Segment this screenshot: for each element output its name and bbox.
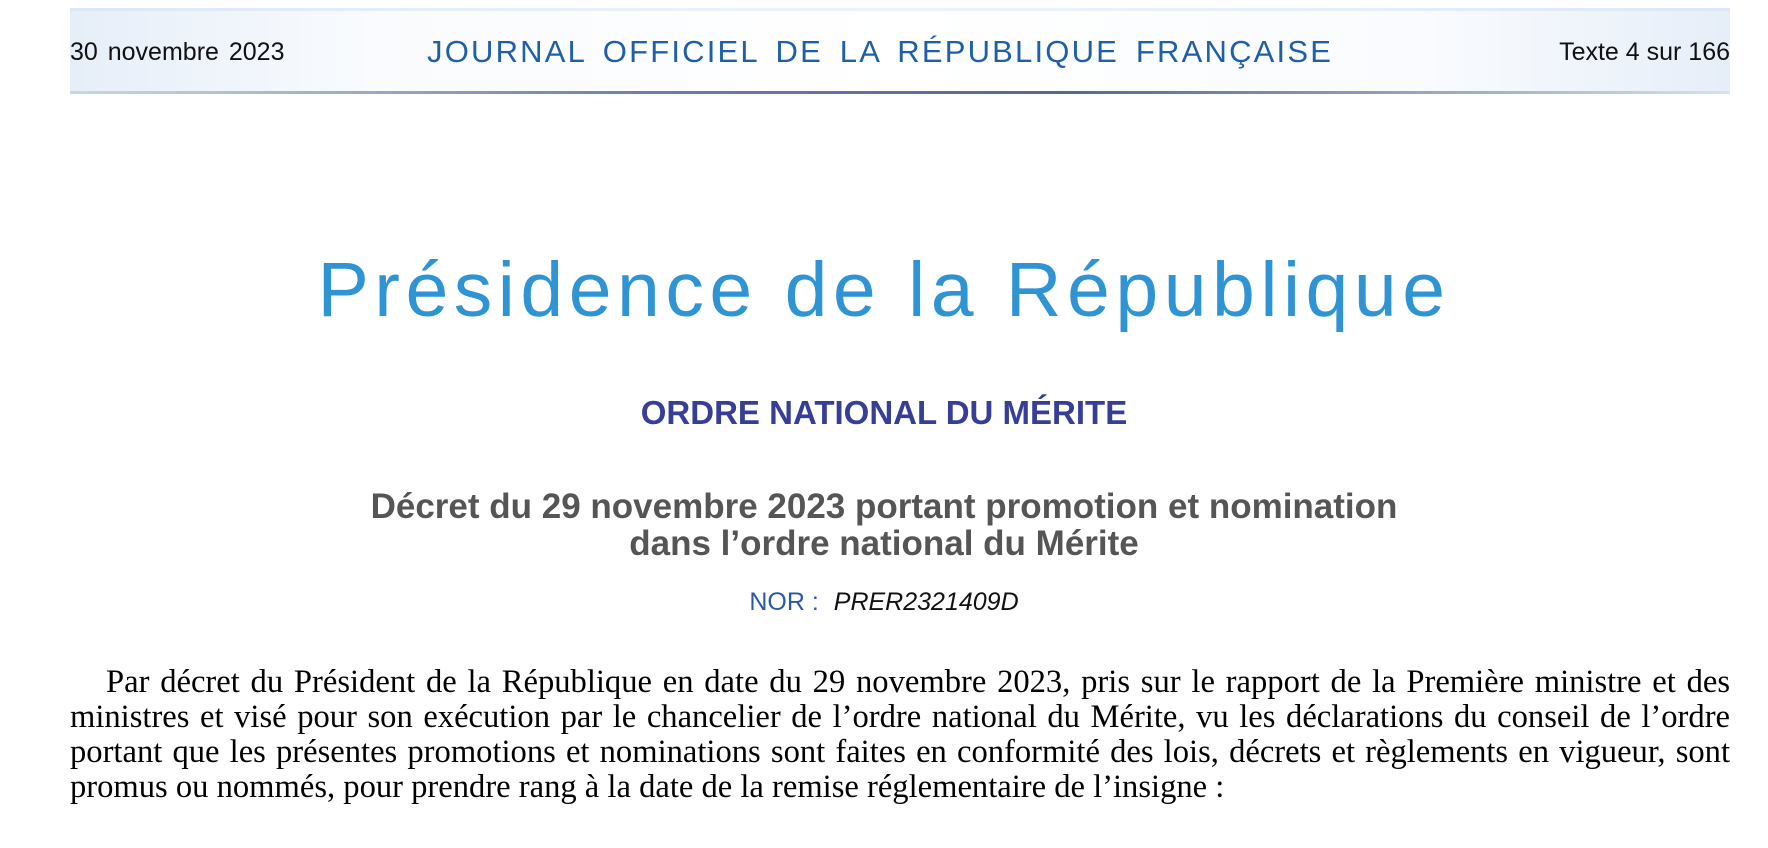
journal-header xyxy=(70,8,1730,94)
decree-title-line-2: dans l’ordre national du Mérite xyxy=(629,524,1139,563)
header-top-line xyxy=(70,8,1730,11)
journal-title: JOURNAL OFFICIEL DE LA RÉPUBLIQUE FRANÇAISE xyxy=(427,34,1334,69)
nor-reference xyxy=(0,590,1768,615)
text-counter: Texte 4 sur 166 xyxy=(1559,38,1730,66)
decree-title-line-1: Décret du 29 novembre 2023 portant promotion et nomination xyxy=(370,487,1398,526)
decree-title xyxy=(0,488,1768,562)
decree-body-paragraph: Par décret du Président de la République en date du 29 novembre 2023, pris sur le rapport de la Première ministre et des ministres et visé pour son exécution par le chancelier de l’ordre national du Mérite, vu les déclarations du conseil de l’ordre portant que les présentes promotions et nominations sont faites en conformité des lois, décrets et règlements en vigueur, sont promus ou nommés, pour prendre rang à la date de la remise réglementaire de l’insigne : xyxy=(70,664,1730,805)
header-divider xyxy=(70,91,1730,94)
nor-label: NOR : xyxy=(749,588,819,616)
nor-value: PRER2321409D xyxy=(833,588,1019,616)
publication-date: 30 novembre 2023 xyxy=(70,38,285,66)
section-heading: ORDRE NATIONAL DU MÉRITE xyxy=(640,394,1128,431)
institution-title: Présidence de la République xyxy=(317,247,1451,333)
